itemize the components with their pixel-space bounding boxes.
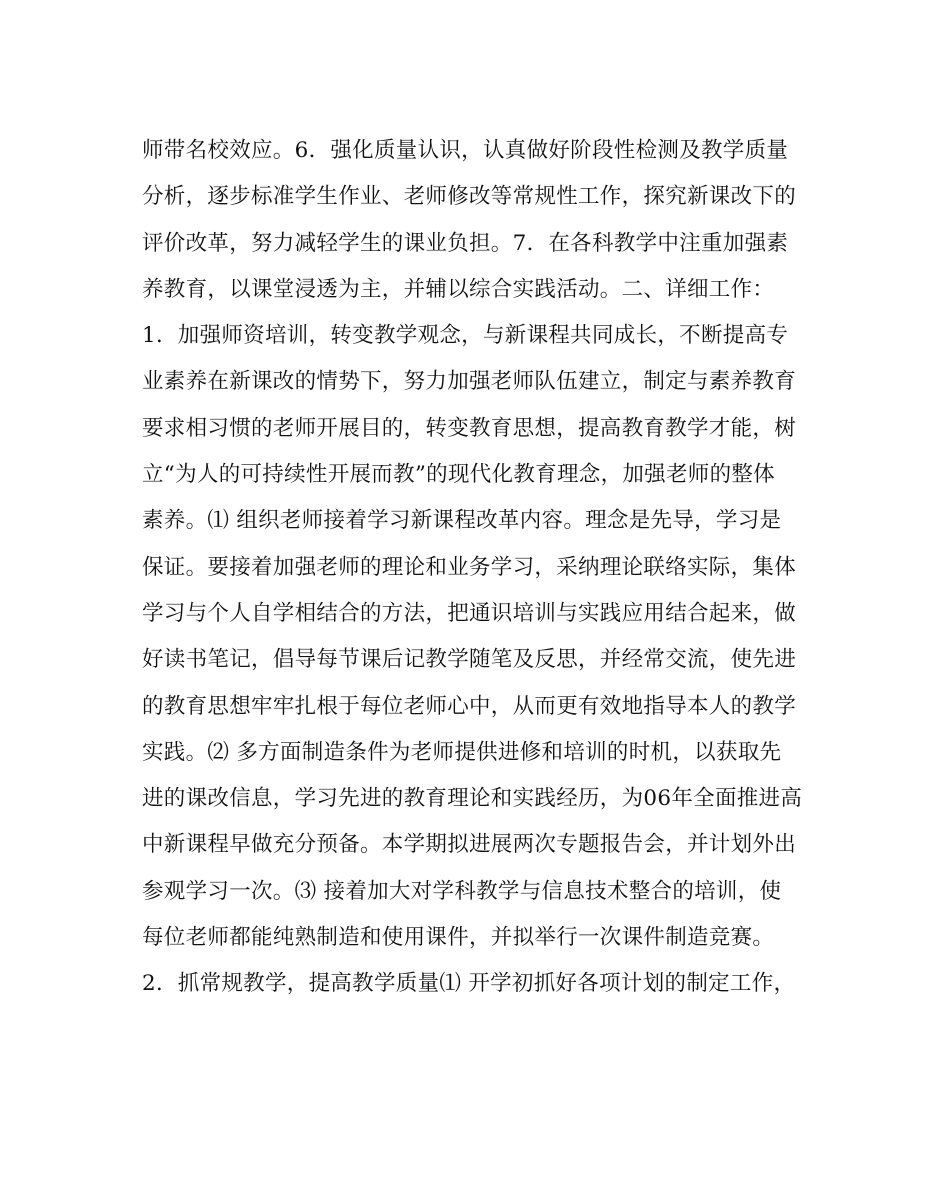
text-line: 2．抓常规教学，提高教学质量⑴ 开学初抓好各项计划的制定工作， bbox=[142, 971, 796, 997]
text-line: 业素养在新课改的情势下，努力加强老师队伍建立，制定与素养教育 bbox=[142, 369, 797, 395]
text-line: 分析，逐步标准学生作业、老师修改等常规性工作，探究新课改下的 bbox=[142, 184, 797, 210]
text-line: 学习与个人自学相结合的方法，把通识培训与实践应用结合起来，做 bbox=[142, 600, 797, 626]
text-line: 1．加强师资培训，转变教学观念，与新课程共同成长，不断提高专 bbox=[142, 323, 789, 349]
text-line: 实践。⑵ 多方面制造条件为老师提供进修和培训的时机，以获取先 bbox=[142, 739, 782, 765]
text-line: 好读书笔记，倡导每节课后记教学随笔及反思，并经常交流，使先进 bbox=[142, 647, 797, 673]
text-line: 参观学习一次。⑶ 接着加大对学科教学与信息技术整合的培训，使 bbox=[142, 878, 782, 904]
text-line: 中新课程早做充分预备。本学期拟进展两次专题报告会，并计划外出 bbox=[142, 832, 797, 858]
text-line: 评价改革，努力减轻学生的课业负担。7．在各科教学中注重加强素 bbox=[142, 230, 789, 256]
text-line: 每位老师都能纯熟制造和使用课件，并拟举行一次课件制造竞赛。 bbox=[142, 925, 775, 951]
text-line: 师带名校效应。6．强化质量认识，认真做好阶段性检测及教学质量 bbox=[142, 138, 789, 163]
text-line: 进的课改信息，学习先进的教育理论和实践经历，为06年全面推进高 bbox=[142, 786, 803, 812]
text-line: 要求相习惯的老师开展目的，转变教育思想，提高教育教学才能，树 bbox=[142, 415, 797, 441]
body-text bbox=[142, 128, 822, 1007]
text-line: 养教育，以课堂浸透为主，并辅以综合实践活动。二、详细工作： bbox=[142, 276, 775, 302]
text-line: 素养。⑴ 组织老师接着学习新课程改革内容。理念是先导，学习是 bbox=[142, 508, 782, 534]
text-line: 的教育思想牢牢扎根于每位老师心中，从而更有效地指导本人的教学 bbox=[142, 693, 797, 719]
text-line: 立“为人的可持续性开展而教”的现代化教育理念，加强老师的整体 bbox=[142, 462, 775, 488]
text-line: 保证。要接着加强老师的理论和业务学习，采纳理论联络实际，集体 bbox=[142, 554, 797, 580]
